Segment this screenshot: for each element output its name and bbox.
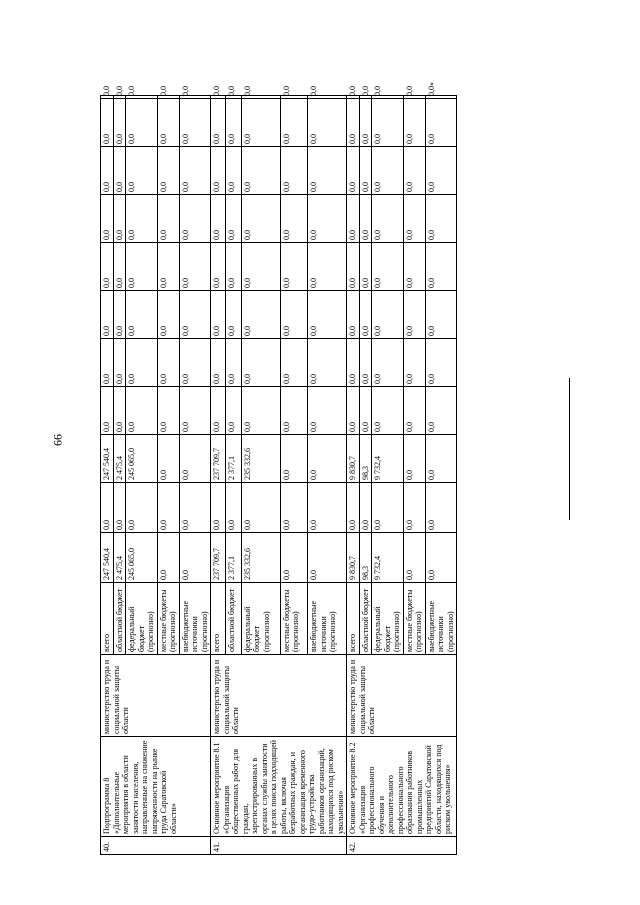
value-cell: 0,0 bbox=[359, 99, 372, 147]
value-cell: 0,0 bbox=[101, 243, 114, 291]
separator-line bbox=[569, 378, 570, 520]
value-cell: 0,0 bbox=[179, 99, 211, 147]
value-cell: 0,0 bbox=[280, 435, 307, 483]
value-cell: 0,0 bbox=[101, 291, 114, 339]
value-cell: 0,0 bbox=[372, 195, 404, 243]
value-cell: 0,0 bbox=[241, 483, 280, 533]
value-cell: 0,0 bbox=[347, 339, 360, 387]
value-cell: 2 377,1 bbox=[226, 435, 241, 483]
value-cell: 0,0 bbox=[347, 147, 360, 195]
value-cell: 0,0 bbox=[211, 387, 226, 435]
value-cell: 0,0 bbox=[425, 99, 457, 147]
value-cell: 9 732,4 bbox=[372, 533, 404, 583]
value-cell: 0,0 bbox=[226, 195, 241, 243]
value-cell: 0,0 bbox=[157, 387, 179, 435]
value-cell: 0,0 bbox=[403, 147, 425, 195]
value-cell: 0,0 bbox=[211, 291, 226, 339]
value-cell: 0,0 bbox=[241, 339, 280, 387]
value-cell: 0,0 bbox=[113, 483, 126, 533]
value-cell: 0,0 bbox=[403, 195, 425, 243]
value-cell: 98,3 bbox=[359, 533, 372, 583]
value-cell: 247 540,4 bbox=[101, 435, 114, 483]
funding-source: местные бюджеты (прогнозно) bbox=[280, 583, 307, 655]
value-cell: 0,0 bbox=[126, 387, 158, 435]
value-cell: 0,0 bbox=[241, 387, 280, 435]
value-cell: 9 830,7 bbox=[347, 533, 360, 583]
value-cell: 0,0 bbox=[425, 291, 457, 339]
value-cell: 0,0 bbox=[179, 483, 211, 533]
value-cell: 0,0 bbox=[113, 339, 126, 387]
value-cell: 0,0 bbox=[179, 435, 211, 483]
value-cell: 0,0 bbox=[425, 435, 457, 483]
value-cell: 0,0 bbox=[241, 99, 280, 147]
funding-source: областной бюджет bbox=[359, 583, 372, 655]
value-cell: 0,0 bbox=[372, 147, 404, 195]
value-cell: 0,0 bbox=[113, 96, 126, 99]
value-cell: 0,0 bbox=[157, 243, 179, 291]
value-cell: 0,0 bbox=[179, 243, 211, 291]
value-cell: 0,0 bbox=[359, 387, 372, 435]
value-cell: 0,0 bbox=[179, 533, 211, 583]
row-number: 40. bbox=[101, 837, 211, 855]
value-cell: 2 475,4 bbox=[113, 533, 126, 583]
value-cell: 0,0 bbox=[280, 291, 307, 339]
value-cell: 0,0 bbox=[113, 387, 126, 435]
value-cell: 0,0 bbox=[126, 195, 158, 243]
value-cell: 0,0 bbox=[157, 339, 179, 387]
value-cell: 0,0 bbox=[211, 147, 226, 195]
value-cell: 0,0 bbox=[113, 147, 126, 195]
value-cell: 0,0 bbox=[113, 291, 126, 339]
value-cell: 0,0 bbox=[241, 291, 280, 339]
value-cell: 0,0 bbox=[359, 195, 372, 243]
value-cell: 0,0 bbox=[372, 96, 404, 99]
row-number: 42. bbox=[347, 837, 457, 855]
value-cell: 0,0 bbox=[308, 483, 347, 533]
value-cell: 0,0 bbox=[126, 339, 158, 387]
value-cell: 235 332,6 bbox=[241, 435, 280, 483]
value-cell: 0,0 bbox=[211, 99, 226, 147]
value-cell: 0,0» bbox=[425, 96, 457, 99]
value-cell: 0,0 bbox=[101, 387, 114, 435]
value-cell: 0,0 bbox=[425, 339, 457, 387]
measure-name: Основное мероприятие 8.1 «Организация общественных работ для граждан, зарегистрированных в органах службы занятости в целях поиска подходящей работы, включая безработных граждан, и организация временного трудо-устройства работников организаций, находящихся под риском увольнения» bbox=[211, 737, 347, 837]
value-cell: 0,0 bbox=[347, 483, 360, 533]
value-cell: 0,0 bbox=[101, 195, 114, 243]
value-cell: 0,0 bbox=[359, 96, 372, 99]
value-cell: 0,0 bbox=[179, 291, 211, 339]
value-cell: 0,0 bbox=[372, 483, 404, 533]
value-cell: 0,0 bbox=[157, 291, 179, 339]
value-cell: 0,0 bbox=[359, 243, 372, 291]
measure-name: Подпрограмма 8 «Дополнительные мероприятия в области занятости населения, направленные на снижение напряженности на рынке труда Саратовской области» bbox=[101, 737, 211, 837]
value-cell: 0,0 bbox=[280, 387, 307, 435]
value-cell: 235 332,6 bbox=[241, 533, 280, 583]
value-cell: 0,0 bbox=[101, 339, 114, 387]
value-cell: 0,0 bbox=[157, 483, 179, 533]
value-cell: 0,0 bbox=[347, 195, 360, 243]
value-cell: 0,0 bbox=[280, 147, 307, 195]
value-cell: 0,0 bbox=[372, 243, 404, 291]
value-cell: 0,0 bbox=[241, 96, 280, 99]
value-cell: 0,0 bbox=[157, 147, 179, 195]
value-cell: 0,0 bbox=[113, 99, 126, 147]
value-cell: 0,0 bbox=[101, 147, 114, 195]
value-cell: 9 830,7 bbox=[347, 435, 360, 483]
funding-source: всего bbox=[211, 583, 226, 655]
value-cell: 247 540,4 bbox=[101, 533, 114, 583]
value-cell: 0,0 bbox=[403, 387, 425, 435]
value-cell: 0,0 bbox=[347, 291, 360, 339]
value-cell: 237 709,7 bbox=[211, 435, 226, 483]
value-cell: 0,0 bbox=[280, 195, 307, 243]
value-cell: 0,0 bbox=[403, 96, 425, 99]
value-cell: 0,0 bbox=[280, 483, 307, 533]
value-cell: 0,0 bbox=[241, 195, 280, 243]
value-cell: 0,0 bbox=[179, 387, 211, 435]
value-cell: 0,0 bbox=[372, 339, 404, 387]
value-cell: 0,0 bbox=[308, 291, 347, 339]
funding-source: федеральный бюджет (прогнозно) bbox=[372, 583, 404, 655]
value-cell: 0,0 bbox=[157, 99, 179, 147]
value-cell: 0,0 bbox=[126, 243, 158, 291]
value-cell: 0,0 bbox=[101, 483, 114, 533]
value-cell: 0,0 bbox=[308, 339, 347, 387]
value-cell: 0,0 bbox=[226, 96, 241, 99]
value-cell: 0,0 bbox=[211, 195, 226, 243]
value-cell: 0,0 bbox=[359, 291, 372, 339]
value-cell: 0,0 bbox=[126, 147, 158, 195]
value-cell: 0,0 bbox=[280, 243, 307, 291]
value-cell: 0,0 bbox=[403, 243, 425, 291]
funding-source: федеральный бюджет (прогнозно) bbox=[126, 583, 158, 655]
value-cell: 0,0 bbox=[157, 533, 179, 583]
value-cell: 0,0 bbox=[425, 243, 457, 291]
value-cell: 0,0 bbox=[211, 243, 226, 291]
budget-table bbox=[100, 82, 457, 855]
value-cell: 0,0 bbox=[308, 533, 347, 583]
value-cell: 0,0 bbox=[157, 195, 179, 243]
value-cell: 0,0 bbox=[425, 147, 457, 195]
value-cell: 0,0 bbox=[126, 483, 158, 533]
value-cell: 0,0 bbox=[372, 99, 404, 147]
value-cell: 0,0 bbox=[241, 147, 280, 195]
value-cell: 0,0 bbox=[425, 387, 457, 435]
value-cell: 0,0 bbox=[308, 147, 347, 195]
value-cell: 0,0 bbox=[157, 435, 179, 483]
value-cell: 0,0 bbox=[425, 483, 457, 533]
value-cell: 0,0 bbox=[113, 243, 126, 291]
value-cell: 0,0 bbox=[226, 99, 241, 147]
funding-source: всего bbox=[347, 583, 360, 655]
value-cell: 0,0 bbox=[308, 195, 347, 243]
measure-name: Основное мероприятие 8.2 «Организация профессионального обучения и дополнительного профессионального образования работников промышленных предприятий Саратовской области, находящихся под риском увольнения» bbox=[347, 737, 457, 837]
value-cell: 0,0 bbox=[403, 339, 425, 387]
table-body bbox=[101, 82, 457, 855]
value-cell: 0,0 bbox=[308, 99, 347, 147]
value-cell: 0,0 bbox=[126, 291, 158, 339]
value-cell: 0,0 bbox=[359, 483, 372, 533]
value-cell: 0,0 bbox=[347, 243, 360, 291]
table-row bbox=[211, 96, 226, 855]
value-cell: 237 709,7 bbox=[211, 533, 226, 583]
value-cell: 0,0 bbox=[226, 291, 241, 339]
value-cell: 0,0 bbox=[211, 483, 226, 533]
value-cell: 0,0 bbox=[347, 387, 360, 435]
value-cell: 0,0 bbox=[308, 243, 347, 291]
value-cell: 0,0 bbox=[211, 339, 226, 387]
value-cell: 0,0 bbox=[280, 339, 307, 387]
value-cell: 0,0 bbox=[403, 99, 425, 147]
value-cell: 2 475,4 bbox=[113, 435, 126, 483]
funding-source: областной бюджет bbox=[226, 583, 241, 655]
value-cell: 9 732,4 bbox=[372, 435, 404, 483]
value-cell: 0,0 bbox=[403, 435, 425, 483]
value-cell: 0,0 bbox=[101, 99, 114, 147]
value-cell: 0,0 bbox=[226, 483, 241, 533]
value-cell: 0,0 bbox=[226, 339, 241, 387]
executor: министерство труда и социальной защиты области bbox=[347, 655, 457, 737]
table-row bbox=[101, 96, 114, 855]
funding-source: внебюджетные источники (прогнозно) bbox=[308, 583, 347, 655]
value-cell: 2 377,1 bbox=[226, 533, 241, 583]
executor: министерство труда и социальной защиты области bbox=[101, 655, 211, 737]
row-number: 41. bbox=[211, 837, 347, 855]
value-cell: 0,0 bbox=[425, 533, 457, 583]
value-cell: 0,0 bbox=[372, 387, 404, 435]
funding-source: местные бюджеты (прогнозно) bbox=[157, 583, 179, 655]
value-cell: 245 065,0 bbox=[126, 435, 158, 483]
value-cell: 0,0 bbox=[226, 147, 241, 195]
page-number: 66 bbox=[50, 434, 65, 446]
value-cell: 245 065,0 bbox=[126, 533, 158, 583]
funding-source: местные бюджеты (прогнозно) bbox=[403, 583, 425, 655]
value-cell: 0,0 bbox=[308, 387, 347, 435]
funding-source: внебюджетные источники (прогнозно) bbox=[179, 583, 211, 655]
value-cell: 0,0 bbox=[101, 96, 114, 99]
table-row bbox=[347, 96, 360, 855]
value-cell: 0,0 bbox=[308, 96, 347, 99]
value-cell: 0,0 bbox=[179, 195, 211, 243]
value-cell: 0,0 bbox=[179, 147, 211, 195]
funding-source: федеральный бюджет (прогнозно) bbox=[241, 583, 280, 655]
value-cell: 0,0 bbox=[425, 195, 457, 243]
value-cell: 0,0 bbox=[280, 99, 307, 147]
value-cell: 98,3 bbox=[359, 435, 372, 483]
value-cell: 0,0 bbox=[179, 96, 211, 99]
funding-source: областной бюджет bbox=[113, 583, 126, 655]
value-cell: 0,0 bbox=[211, 96, 226, 99]
value-cell: 0,0 bbox=[179, 339, 211, 387]
executor: министерство труда и социальной защиты области bbox=[211, 655, 347, 737]
value-cell: 0,0 bbox=[403, 533, 425, 583]
value-cell: 0,0 bbox=[403, 483, 425, 533]
value-cell: 0,0 bbox=[280, 533, 307, 583]
value-cell: 0,0 bbox=[280, 96, 307, 99]
value-cell: 0,0 bbox=[126, 96, 158, 99]
value-cell: 0,0 bbox=[347, 96, 360, 99]
value-cell: 0,0 bbox=[372, 291, 404, 339]
value-cell: 0,0 bbox=[226, 387, 241, 435]
funding-source: внебюджетные источники (прогнозно) bbox=[425, 583, 457, 655]
value-cell: 0,0 bbox=[308, 435, 347, 483]
value-cell: 0,0 bbox=[403, 291, 425, 339]
value-cell: 0,0 bbox=[126, 99, 158, 147]
value-cell: 0,0 bbox=[157, 96, 179, 99]
funding-source: всего bbox=[101, 583, 114, 655]
value-cell: 0,0 bbox=[226, 243, 241, 291]
value-cell: 0,0 bbox=[113, 195, 126, 243]
value-cell: 0,0 bbox=[359, 147, 372, 195]
value-cell: 0,0 bbox=[359, 339, 372, 387]
value-cell: 0,0 bbox=[241, 243, 280, 291]
value-cell: 0,0 bbox=[347, 99, 360, 147]
